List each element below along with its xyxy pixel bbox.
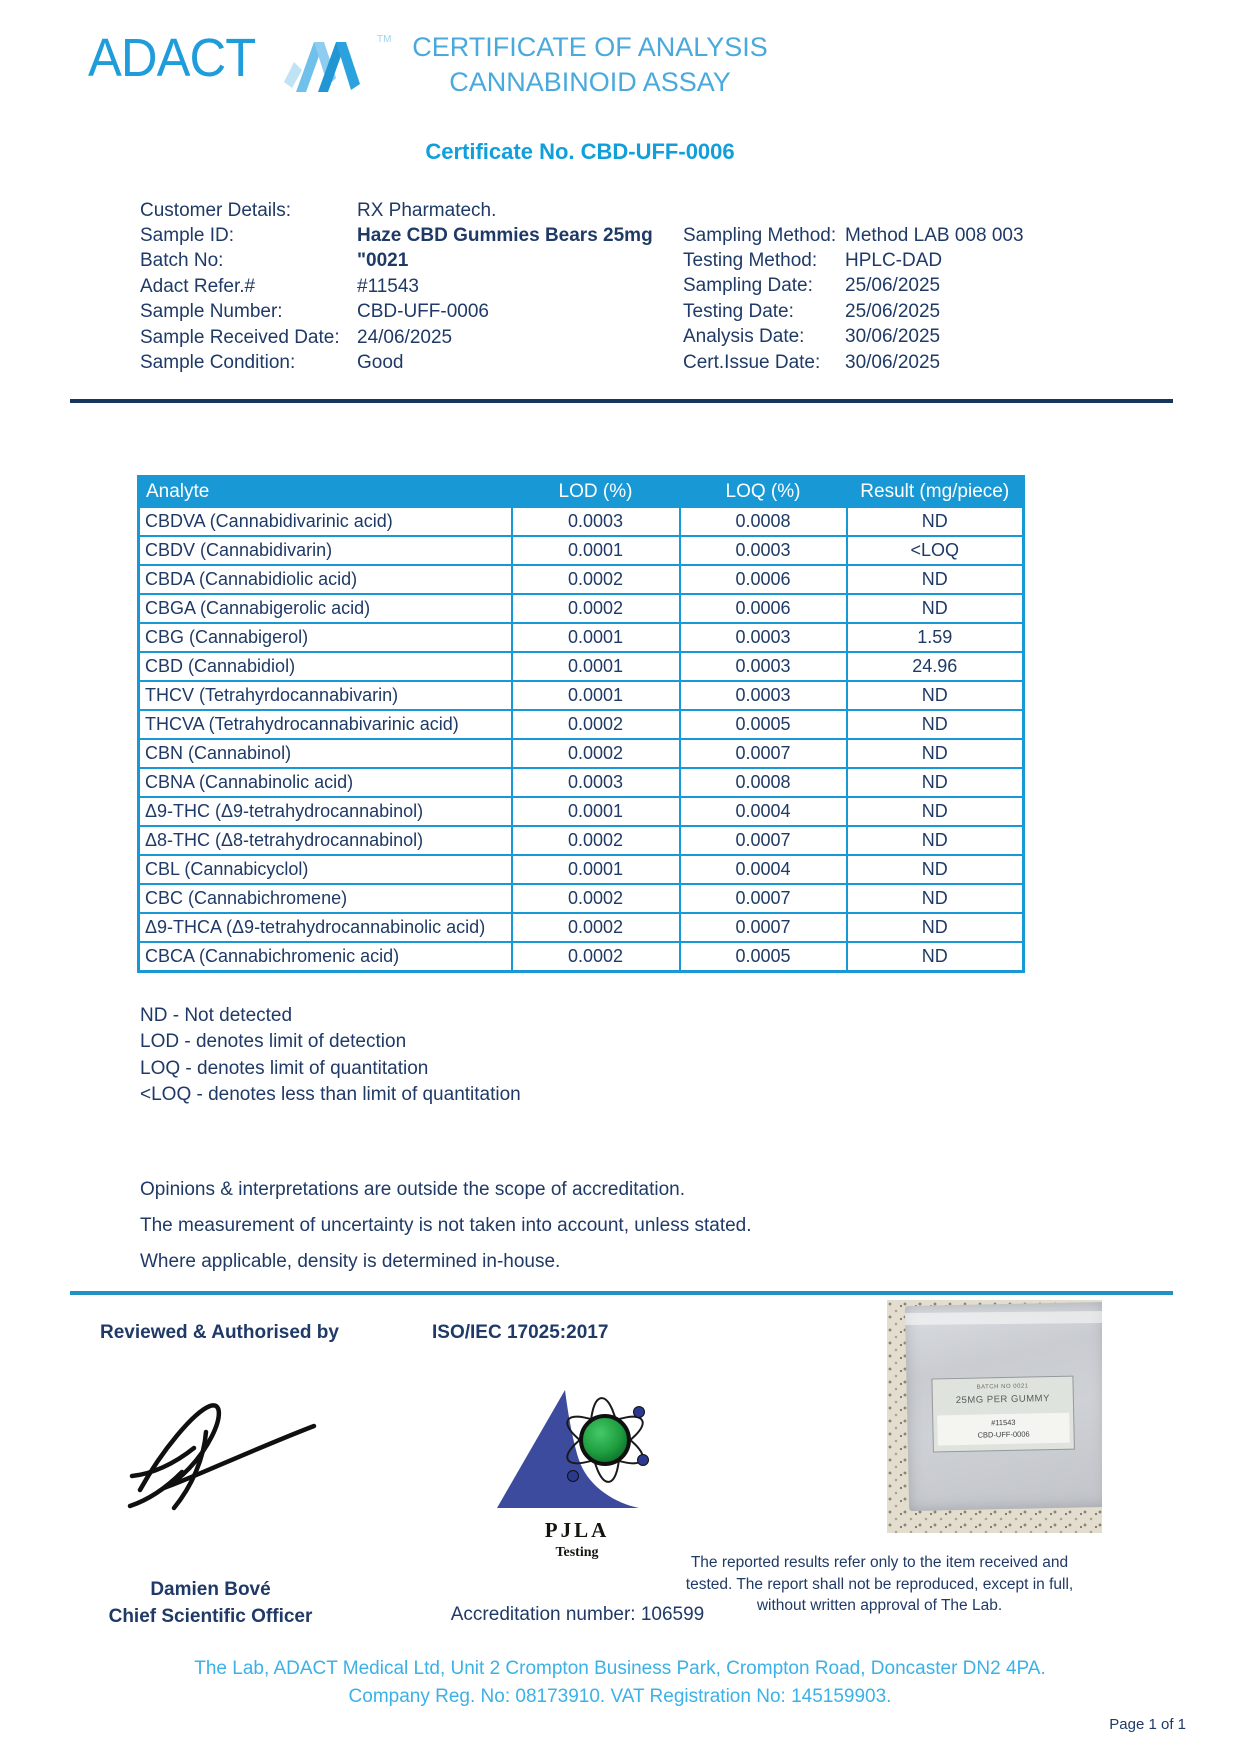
loq-cell: 0.0008 xyxy=(680,768,847,797)
bag-label-batch: BATCH NO 0021 xyxy=(976,1383,1029,1391)
detail-value: RX Pharmatech. xyxy=(357,199,497,221)
detail-row xyxy=(140,274,653,299)
paragraph-line: Opinions & interpretations are outside the scope of accreditation. xyxy=(140,1179,685,1200)
details-left xyxy=(140,198,653,376)
analyte-cell: Δ9-THCA (Δ9-tetrahydrocannabinolic acid) xyxy=(139,913,512,942)
analyte-cell: THCV (Tetrahyrdocannabivarin) xyxy=(139,681,512,710)
result-cell: ND xyxy=(847,942,1024,972)
detail-row xyxy=(683,350,1024,375)
detail-value: Method LAB 008 003 xyxy=(845,224,1024,246)
adact-logo-text: ADACT xyxy=(88,28,256,88)
loq-cell: 0.0004 xyxy=(680,855,847,884)
note-line: LOD - denotes limit of detection xyxy=(140,1031,407,1053)
lod-cell: 0.0002 xyxy=(512,884,680,913)
lod-cell: 0.0001 xyxy=(512,652,680,681)
analyte-cell: CBDA (Cannabidiolic acid) xyxy=(139,565,512,594)
table-row xyxy=(139,739,1024,768)
detail-value: 24/06/2025 xyxy=(357,326,453,348)
loq-cell: 0.0007 xyxy=(680,913,847,942)
loq-cell: 0.0004 xyxy=(680,797,847,826)
loq-cell: 0.0006 xyxy=(680,565,847,594)
legend-notes xyxy=(140,1003,521,1108)
loq-cell: 0.0007 xyxy=(680,884,847,913)
table-row xyxy=(139,536,1024,565)
detail-value: 30/06/2025 xyxy=(845,351,941,373)
table-row xyxy=(139,652,1024,681)
column-header: LOQ (%) xyxy=(680,477,847,508)
table-row xyxy=(139,913,1024,942)
column-header: LOD (%) xyxy=(512,477,680,508)
table-row xyxy=(139,623,1024,652)
analyte-cell: CBN (Cannabinol) xyxy=(139,739,512,768)
detail-row xyxy=(140,350,653,375)
lod-cell: 0.0002 xyxy=(512,739,680,768)
pjla-logo-text xyxy=(492,1518,662,1561)
table-row xyxy=(139,507,1024,536)
results-table xyxy=(137,475,1025,973)
result-cell: 24.96 xyxy=(847,652,1024,681)
detail-label: Analysis Date: xyxy=(683,326,805,348)
paragraph-line: Where applicable, density is determined in-house. xyxy=(140,1251,561,1272)
detail-value: HPLC-DAD xyxy=(845,250,943,272)
document-title xyxy=(340,30,840,100)
result-cell: ND xyxy=(847,710,1024,739)
detail-value: 25/06/2025 xyxy=(845,275,941,297)
detail-value: "0021 xyxy=(357,250,409,272)
result-cell: 1.59 xyxy=(847,623,1024,652)
pjla-sub: Testing xyxy=(555,1545,599,1560)
signer-block xyxy=(98,1576,323,1630)
analyte-cell: CBD (Cannabidiol) xyxy=(139,652,512,681)
result-cell: <LOQ xyxy=(847,536,1024,565)
detail-label: Testing Method: xyxy=(683,250,818,272)
loq-cell: 0.0008 xyxy=(680,507,847,536)
detail-label: Sample Number: xyxy=(140,301,283,323)
loq-cell: 0.0005 xyxy=(680,710,847,739)
detail-row xyxy=(683,248,1024,273)
table-row xyxy=(139,826,1024,855)
analyte-cell: CBC (Cannabichromene) xyxy=(139,884,512,913)
detail-label: Sample Condition: xyxy=(140,352,296,374)
page-number: Page 1 of 1 xyxy=(1109,1716,1186,1733)
analyte-cell: THCVA (Tetrahydrocannabivarinic acid) xyxy=(139,710,512,739)
detail-label: Adact Refer.# xyxy=(140,275,256,297)
table-row xyxy=(139,855,1024,884)
certificate-number: Certificate No. CBD-UFF-0006 xyxy=(425,139,735,164)
scope-paragraphs xyxy=(140,1172,752,1280)
analyte-cell: CBNA (Cannabinolic acid) xyxy=(139,768,512,797)
detail-label: Testing Date: xyxy=(683,300,794,322)
analyte-cell: CBL (Cannabicyclol) xyxy=(139,855,512,884)
report-disclaimer: The reported results refer only to the item received and tested. The report shall not be reproduced, except in full, without written approval of The Lab. xyxy=(685,1554,1074,1614)
detail-row xyxy=(683,325,1024,350)
loq-cell: 0.0007 xyxy=(680,826,847,855)
details-right xyxy=(683,223,1024,375)
detail-row xyxy=(683,223,1024,248)
lod-cell: 0.0002 xyxy=(512,913,680,942)
detail-row xyxy=(140,249,653,274)
lod-cell: 0.0002 xyxy=(512,594,680,623)
detail-label: Sample Received Date: xyxy=(140,326,340,348)
detail-row xyxy=(140,300,653,325)
loq-cell: 0.0006 xyxy=(680,594,847,623)
result-cell: ND xyxy=(847,594,1024,623)
detail-value: #11543 xyxy=(357,275,419,297)
lod-cell: 0.0002 xyxy=(512,565,680,594)
reviewed-by-label: Reviewed & Authorised by xyxy=(100,1322,339,1343)
detail-value: CBD-UFF-0006 xyxy=(357,301,489,323)
title-line-2: CANNABINOID ASSAY xyxy=(449,67,731,97)
signer-title: Chief Scientific Officer xyxy=(108,1606,313,1627)
footer-address: The Lab, ADACT Medical Ltd, Unit 2 Crompton Business Park, Crompton Road, Doncaster DN2 4PA. xyxy=(194,1658,1046,1679)
result-cell: ND xyxy=(847,507,1024,536)
loq-cell: 0.0003 xyxy=(680,623,847,652)
detail-label: Sample ID: xyxy=(140,225,234,247)
detail-label: Sampling Method: xyxy=(683,224,837,246)
table-row xyxy=(139,710,1024,739)
bag-sticker xyxy=(937,1413,1070,1446)
lod-cell: 0.0002 xyxy=(512,710,680,739)
bag-label xyxy=(932,1377,1073,1452)
result-cell: ND xyxy=(847,884,1024,913)
detail-row xyxy=(683,274,1024,299)
lod-cell: 0.0001 xyxy=(512,623,680,652)
analyte-cell: Δ8-THC (Δ8-tetrahydrocannabinol) xyxy=(139,826,512,855)
detail-row xyxy=(140,198,653,223)
detail-label: Sampling Date: xyxy=(683,275,813,297)
analyte-cell: CBG (Cannabigerol) xyxy=(139,623,512,652)
results-table-header-row xyxy=(139,477,1024,508)
divider-navy xyxy=(70,399,1173,403)
table-row xyxy=(139,884,1024,913)
lod-cell: 0.0002 xyxy=(512,826,680,855)
detail-value: 30/06/2025 xyxy=(845,326,941,348)
detail-row xyxy=(140,325,653,350)
detail-row xyxy=(140,223,653,248)
detail-value: 25/06/2025 xyxy=(845,300,941,322)
footer-company: Company Reg. No: 08173910. VAT Registration No: 145159903. xyxy=(348,1686,892,1707)
bag-label-ref: #11543 xyxy=(990,1417,1016,1428)
bag-seal xyxy=(905,1311,1102,1325)
analyte-cell: Δ9-THC (Δ9-tetrahydrocannabinol) xyxy=(139,797,512,826)
loq-cell: 0.0007 xyxy=(680,739,847,768)
column-header: Result (mg/piece) xyxy=(847,477,1024,508)
analyte-cell: CBDV (Cannabidivarin) xyxy=(139,536,512,565)
bag-label-sample: CBD-UFF-0006 xyxy=(977,1429,1030,1440)
column-header: Analyte xyxy=(139,477,512,508)
paragraph-line: The measurement of uncertainty is not taken into account, unless stated. xyxy=(140,1215,752,1236)
loq-cell: 0.0003 xyxy=(680,652,847,681)
note-line: LOQ - denotes limit of quantitation xyxy=(140,1057,429,1079)
detail-label: Batch No: xyxy=(140,250,224,272)
note-line: ND - Not detected xyxy=(140,1005,293,1027)
result-cell: ND xyxy=(847,913,1024,942)
table-row xyxy=(139,565,1024,594)
divider-blue xyxy=(70,1291,1173,1295)
bag-label-dose: 25MG PER GUMMY xyxy=(955,1393,1051,1407)
signature xyxy=(122,1392,322,1520)
result-cell: ND xyxy=(847,855,1024,884)
result-cell: ND xyxy=(847,681,1024,710)
table-row xyxy=(139,768,1024,797)
pjla-name: PJLA xyxy=(544,1518,610,1542)
lod-cell: 0.0001 xyxy=(512,681,680,710)
analyte-cell: CBGA (Cannabigerolic acid) xyxy=(139,594,512,623)
table-row xyxy=(139,594,1024,623)
pjla-logo-icon xyxy=(487,1384,667,1520)
iso-standard-label: ISO/IEC 17025:2017 xyxy=(432,1322,609,1343)
title-line-1: CERTIFICATE OF ANALYSIS xyxy=(412,32,768,62)
lod-cell: 0.0003 xyxy=(512,768,680,797)
loq-cell: 0.0005 xyxy=(680,942,847,972)
detail-row xyxy=(683,299,1024,324)
lod-cell: 0.0001 xyxy=(512,855,680,884)
loq-cell: 0.0003 xyxy=(680,536,847,565)
result-cell: ND xyxy=(847,797,1024,826)
loq-cell: 0.0003 xyxy=(680,681,847,710)
trademark-symbol: TM xyxy=(377,34,392,45)
results-table-body xyxy=(139,507,1024,972)
analyte-cell: CBCA (Cannabichromenic acid) xyxy=(139,942,512,972)
detail-label: Cert.Issue Date: xyxy=(683,351,821,373)
lod-cell: 0.0002 xyxy=(512,942,680,972)
analyte-cell: CBDVA (Cannabidivarinic acid) xyxy=(139,507,512,536)
lod-cell: 0.0001 xyxy=(512,797,680,826)
table-row xyxy=(139,681,1024,710)
product-photo xyxy=(887,1300,1102,1533)
result-cell: ND xyxy=(847,565,1024,594)
lod-cell: 0.0003 xyxy=(512,507,680,536)
detail-label: Customer Details: xyxy=(140,199,291,221)
accreditation-number: Accreditation number: 106599 xyxy=(450,1604,705,1625)
table-row xyxy=(139,797,1024,826)
table-row xyxy=(139,942,1024,972)
result-cell: ND xyxy=(847,768,1024,797)
signer-name: Damien Bové xyxy=(150,1579,271,1600)
result-cell: ND xyxy=(847,826,1024,855)
result-cell: ND xyxy=(847,739,1024,768)
sample-bag xyxy=(905,1302,1102,1511)
note-line: <LOQ - denotes less than limit of quantitation xyxy=(140,1084,521,1106)
detail-value: Haze CBD Gummies Bears 25mg xyxy=(357,225,653,247)
detail-value: Good xyxy=(357,352,404,374)
lod-cell: 0.0001 xyxy=(512,536,680,565)
